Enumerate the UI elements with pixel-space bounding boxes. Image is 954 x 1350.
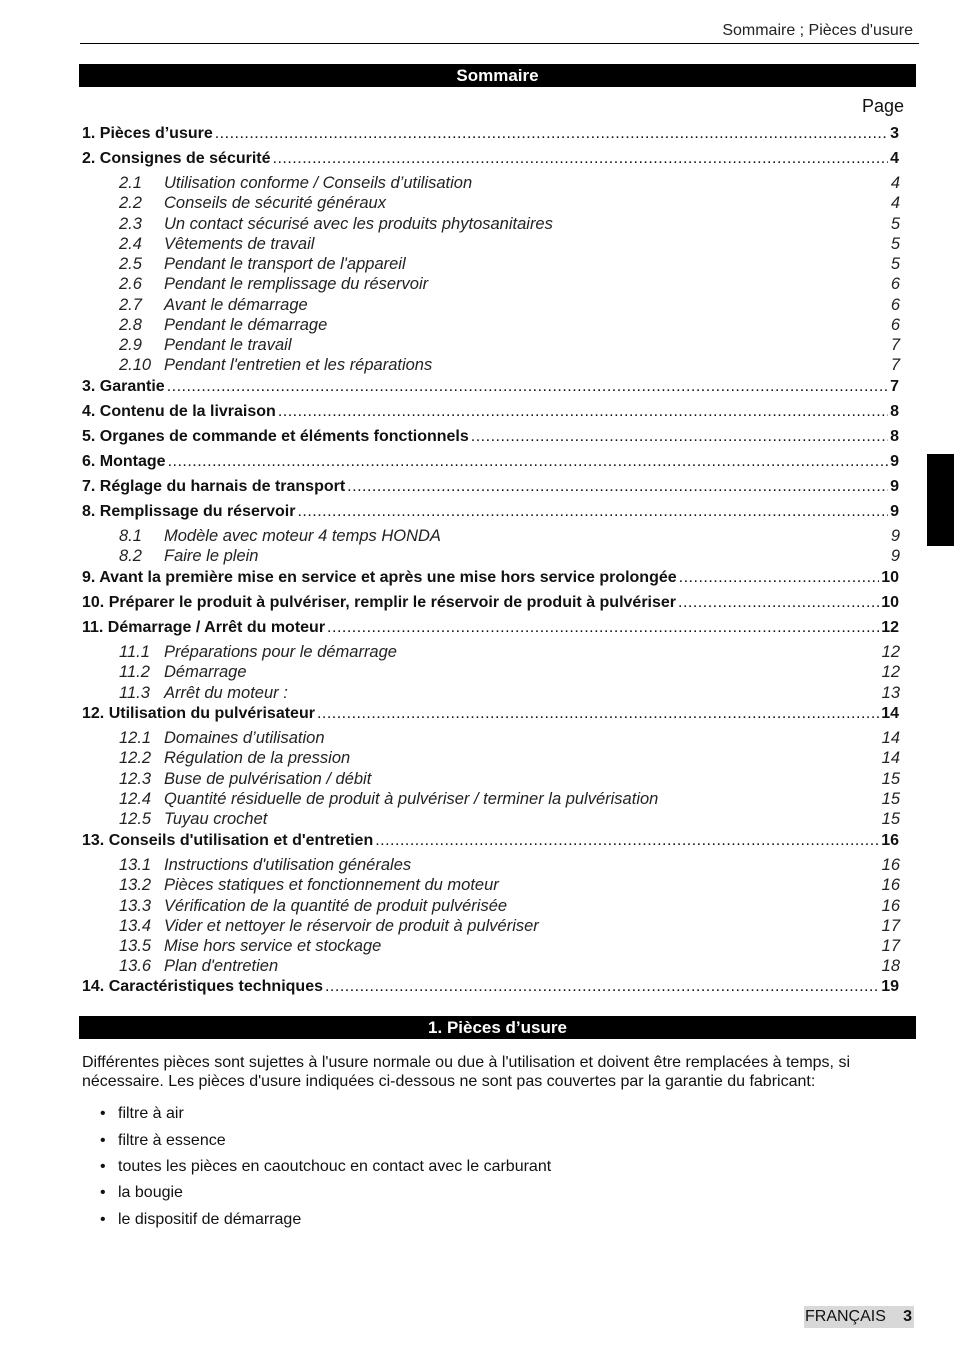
toc-entry-title: 2. Consignes de sécurité [82,150,271,167]
toc-leader-dots [278,402,888,422]
toc-subentry-title: Tuyau crochet [164,810,268,828]
language-thumb-tab [927,454,954,546]
toc-subentry-title: Modèle avec moteur 4 temps HONDA [164,527,441,545]
toc-subentry[interactable] [119,214,900,234]
toc-entry-title: 1. Pièces d’usure [82,125,213,142]
toc-subentry-number: 2.9 [119,336,142,354]
toc-entry[interactable] [82,831,899,851]
toc-subentry[interactable] [119,335,900,355]
toc-subentry-number: 13.3 [119,896,152,915]
bullet-icon: • [100,1132,106,1149]
toc-leader-dots [273,149,889,169]
list-item-text: filtre à air [118,1105,184,1122]
toc-subentry-number: 2.6 [119,275,142,294]
toc-subentry-title: Mise hors service et stockage [164,937,382,955]
toc-subentry-page: 16 [881,876,900,895]
toc-subentry-title: Pendant le remplissage du réservoir [164,275,429,294]
toc-entry-page: 10 [881,594,899,611]
toc-subentry-page: 12 [881,663,900,682]
toc-subentry-title: Vider et nettoyer le réservoir de produit à pulvériser [164,916,539,935]
toc-subentry-number: 2.2 [119,194,142,213]
toc-entry-page: 9 [890,453,899,470]
pieces-usure-paragraph: Différentes pièces sont sujettes à l'usure normale ou due à l'utilisation et doivent être remplacées à temps, si nécessaire. Les pièces d'usure indiquées ci-dessous ne sont pas couvertes par la garantie du fabricant: [82,1054,850,1090]
toc-subentry-number: 2.10 [119,356,152,375]
toc-subentry[interactable] [119,936,900,956]
toc-subentry-page: 14 [881,749,900,768]
toc-subentry-page: 18 [881,957,900,976]
toc-subentry[interactable] [119,295,900,315]
toc-entry-title: 4. Contenu de la livraison [82,403,276,420]
toc-entry-title: 12. Utilisation du pulvérisateur [82,705,315,722]
pieces-usure-heading: 1. Pièces d’usure [79,1016,916,1039]
bullet-icon: • [100,1184,106,1201]
toc-subentry-title: Plan d'entretien [164,957,279,976]
toc-subentry-page: 4 [890,174,900,192]
toc-entry[interactable] [82,618,899,638]
toc-subentry-number: 13.6 [119,957,152,976]
toc-entry[interactable] [82,704,899,724]
toc-subentry-page: 5 [890,255,900,273]
toc-subentry-page: 15 [881,769,900,788]
toc-leader-dots [679,568,880,588]
toc-subentry-number: 13.2 [119,876,152,895]
page-footer [804,1306,914,1328]
bullet-icon: • [100,1211,106,1228]
toc-subentry[interactable] [119,683,900,703]
toc-entry-title: 11. Démarrage / Arrêt du moteur [82,619,326,636]
toc-entry-title: 8. Remplissage du réservoir [82,503,296,520]
toc-subentry-page: 6 [890,295,900,314]
toc-entry[interactable] [82,977,899,997]
toc-entry-title: 6. Montage [82,453,166,470]
toc-subentry[interactable] [119,315,900,335]
toc-subentry-page: 5 [890,234,900,253]
toc-leader-dots [297,502,888,522]
toc-subentry-page: 17 [881,937,900,955]
toc-subentry[interactable] [119,642,900,662]
list-item-text: toutes les pièces en caoutchouc en contact avec le carburant [118,1158,552,1175]
toc-subentry-title: Conseils de sécurité généraux [164,194,386,213]
toc-leader-dots [167,377,888,397]
toc-subentry-page: 5 [890,214,900,233]
toc-subentry-title: Démarrage [164,663,247,682]
toc-subentry[interactable] [119,274,900,294]
toc-subentry[interactable] [119,956,900,976]
toc-subentry-number: 12.3 [119,769,152,788]
toc-subentry-number: 12.1 [119,729,152,747]
toc-subentry-title: Préparations pour le démarrage [164,643,397,661]
toc-entry-page: 7 [890,378,899,395]
toc-subentry-title: Un contact sécurisé avec les produits phytosanitaires [164,214,553,233]
toc-leader-dots [347,477,888,497]
header-divider [80,43,919,44]
toc-subentry-page: 16 [881,896,900,915]
footer-page-number: 3 [903,1308,912,1325]
toc-entry-page: 10 [881,569,899,586]
toc-subentry-title: Utilisation conforme / Conseils d’utilisation [164,174,473,192]
toc-subentry-number: 2.4 [119,234,142,253]
toc-subentry-page: 16 [881,856,900,874]
toc-entry-page: 9 [890,478,899,495]
toc-subentry-title: Instructions d'utilisation générales [164,856,412,874]
list-item-text: filtre à essence [118,1132,226,1149]
toc-subentry-title: Pendant le démarrage [164,315,328,334]
toc-entry-title: 5. Organes de commande et éléments fonctionnels [82,428,469,445]
toc-subentry-page: 7 [890,356,900,375]
toc-subentry-number: 12.4 [119,789,152,808]
toc-entry-title: 14. Caractéristiques techniques [82,978,323,995]
toc-subentry-number: 11.1 [119,643,150,661]
toc-subentry[interactable] [119,896,900,916]
toc-subentry[interactable] [119,809,900,829]
toc-subentry[interactable] [119,355,900,375]
toc-entry-title: 10. Préparer le produit à pulvériser, remplir le réservoir de produit à pulvériser [82,594,677,611]
toc-subentry-number: 12.2 [119,749,152,768]
toc-entry[interactable] [82,124,899,144]
running-header: Sommaire ; Pièces d'usure [722,22,913,39]
toc-subentry-page: 15 [881,789,900,808]
bullet-icon: • [100,1105,106,1122]
toc-subentry-number: 13.5 [119,937,152,955]
toc-subentry[interactable] [119,234,900,254]
toc-subentry[interactable] [119,173,900,193]
toc-subentry-title: Domaines d’utilisation [164,729,325,747]
toc-entry[interactable] [82,402,899,422]
toc-subentry[interactable] [119,875,900,895]
toc-entry[interactable] [82,568,899,588]
toc-entry-title: 7. Réglage du harnais de transport [82,478,346,495]
toc-subentry-number: 11.2 [119,663,150,682]
toc-subentry[interactable] [119,526,900,546]
toc-subentry[interactable] [119,916,900,936]
toc-leader-dots [678,593,879,613]
toc-entry-title: 13. Conseils d'utilisation et d'entretien [82,832,374,849]
toc-subentry[interactable] [119,546,900,566]
toc-subentry-page: 9 [890,527,900,545]
sommaire-heading: Sommaire [79,64,916,87]
toc-subentry[interactable] [119,789,900,809]
page-column-label: Page [861,96,904,116]
toc-subentry-number: 8.2 [119,547,142,566]
toc-entry-title: 3. Garantie [82,378,165,395]
toc-subentry-title: Arrêt du moteur : [164,683,288,702]
toc-subentry-number: 13.4 [119,916,152,935]
toc-subentry-title: Quantité résiduelle de produit à pulvériser / terminer la pulvérisation [164,789,659,808]
footer-language: FRANÇAIS [805,1308,886,1325]
toc-subentry-number: 13.1 [119,856,152,874]
toc-subentry-title: Régulation de la pression [164,749,351,768]
toc-entry-page: 19 [881,978,899,995]
toc-subentry-page: 7 [890,336,900,354]
toc-leader-dots [168,452,889,472]
toc-subentry-page: 4 [890,194,900,213]
toc-subentry-title: Vêtements de travail [164,234,315,253]
toc-subentry-page: 17 [881,916,900,935]
toc-entry-page: 3 [890,125,899,142]
toc-subentry[interactable] [119,769,900,789]
toc-entry[interactable] [82,377,899,397]
toc-entry-title: 9. Avant la première mise en service et après une mise hors service prolongée [82,569,677,586]
toc-subentry[interactable] [119,855,900,875]
toc-leader-dots [215,124,888,144]
toc-subentry-title: Buse de pulvérisation / débit [164,769,372,788]
toc-subentry[interactable] [119,728,900,748]
toc-subentry-number: 2.7 [119,295,142,314]
toc-entry-page: 16 [881,832,899,849]
toc-subentry[interactable] [119,254,900,274]
toc-leader-dots [317,704,879,724]
toc-subentry-title: Pièces statiques et fonctionnement du moteur [164,876,499,895]
bullet-icon: • [100,1158,106,1175]
toc-subentry-page: 9 [890,547,900,566]
toc-entry-page: 9 [890,503,899,520]
toc-entry[interactable] [82,427,899,447]
toc-subentry[interactable] [119,748,900,768]
toc-entry-page: 12 [881,619,899,636]
toc-subentry-number: 2.5 [119,255,142,273]
toc-subentry[interactable] [119,662,900,682]
toc-subentry-title: Pendant l'entretien et les réparations [164,356,433,375]
toc-subentry-title: Faire le plein [164,547,259,566]
toc-subentry-page: 13 [881,683,900,702]
toc-entry-page: 8 [890,403,899,420]
toc-entry[interactable] [82,149,899,169]
toc-subentry-number: 11.3 [119,683,150,702]
list-item-text: la bougie [118,1184,183,1201]
toc-subentry-title: Vérification de la quantité de produit pulvérisée [164,896,508,915]
toc-entry-page: 4 [890,150,899,167]
toc-entry-page: 8 [890,428,899,445]
toc-subentry-number: 2.1 [119,174,142,192]
toc-subentry-page: 14 [881,729,900,747]
toc-subentry-title: Pendant le travail [164,336,292,354]
toc-subentry-number: 2.8 [119,315,142,334]
toc-entry[interactable] [82,593,899,613]
toc-subentry-title: Pendant le transport de l'appareil [164,255,406,273]
toc-subentry[interactable] [119,193,900,213]
toc-subentry-title: Avant le démarrage [164,295,308,314]
toc-subentry-page: 6 [890,275,900,294]
toc-subentry-number: 8.1 [119,527,142,545]
toc-leader-dots [325,977,879,997]
toc-subentry-number: 2.3 [119,214,142,233]
list-item-text: le dispositif de démarrage [118,1211,302,1228]
toc-entry-page: 14 [881,705,899,722]
toc-subentry-page: 12 [881,643,900,661]
toc-entry[interactable] [82,452,899,472]
toc-entry[interactable] [82,502,899,522]
toc-subentry-page: 6 [890,315,900,334]
toc-leader-dots [471,427,888,447]
toc-leader-dots [327,618,879,638]
toc-subentry-number: 12.5 [119,810,152,828]
toc-leader-dots [375,831,879,851]
toc-subentry-page: 15 [881,810,900,828]
toc-entry[interactable] [82,477,899,497]
